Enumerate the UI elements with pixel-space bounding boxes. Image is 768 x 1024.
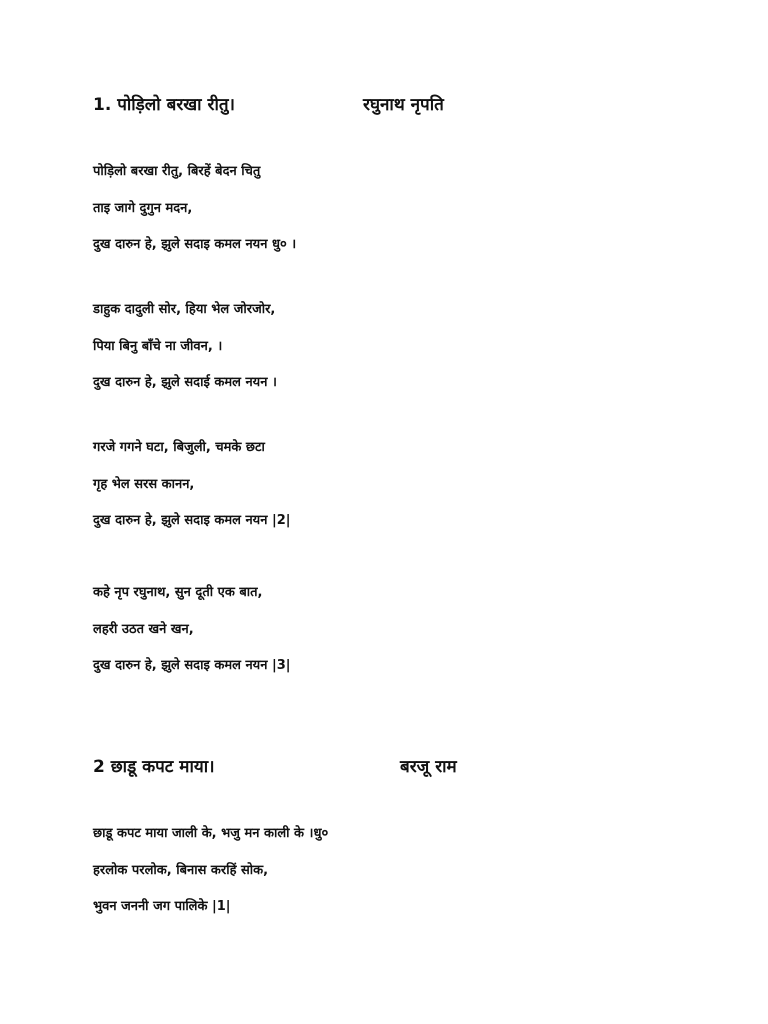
song-1-line-11: लहरी उठत खने खन, (93, 622, 194, 637)
song-1-line-6: दुख दारुन हे, झुले सदाई कमल नयन । (93, 375, 277, 390)
song-2-line-3: भुवन जननी जग पालिके |1| (93, 899, 231, 914)
song-2-title: 2 छाडू कपट माया। (93, 757, 215, 777)
song-2-line-1: छाडू कपट माया जाली के, भजु मन काली के ।धु० (93, 826, 329, 841)
song-1-line-10: कहे नृप रघुनाथ, सुन दूती एक बात, (93, 585, 263, 600)
song-2-heading (0, 754, 768, 784)
song-1-line-7: गरजे गगने घटा, बिजुली, चमके छटा (93, 440, 265, 455)
song-2-line-2: हरलोक परलोक, बिनास करहिं सोक, (93, 863, 269, 878)
song-1-line-9: दुख दारुन हे, झुले सदाइ कमल नयन |2| (93, 513, 291, 528)
song-1-line-5: पिया बिनु बाँचे ना जीवन, । (93, 339, 223, 354)
song-1-line-4: डाहुक दादुली सोर, हिया भेल जोरजोर, (93, 302, 276, 317)
song-1-line-2: ताइ जागे दुगुन मदन, (93, 201, 193, 216)
song-1-line-3: दुख दारुन हे, झुले सदाइ कमल नयन धु० । (93, 237, 297, 252)
song-1-line-8: गृह भेल सरस कानन, (93, 477, 195, 492)
song-1-heading (0, 92, 768, 122)
song-1-line-12: दुख दारुन हे, झुले सदाइ कमल नयन |3| (93, 658, 291, 673)
song-1-author: रघुनाथ नृपति (363, 95, 444, 115)
song-1-title: 1. पोड़िलो बरखा रीतु। (93, 95, 235, 115)
song-1-line-1: पोड़िलो बरखा रीतु, बिरहें बेदन चितु (93, 164, 261, 179)
song-2-author: बरजू राम (400, 757, 457, 777)
